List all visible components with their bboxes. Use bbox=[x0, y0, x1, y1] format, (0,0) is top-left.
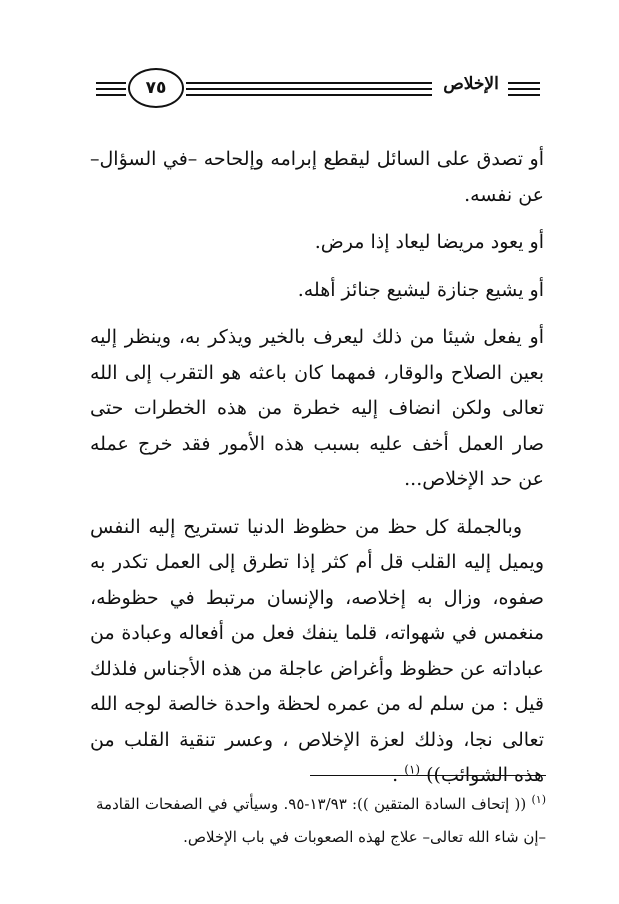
paragraph: أو يعود مريضا ليعاد إذا مرض. bbox=[314, 231, 544, 253]
header-rule bbox=[96, 82, 126, 84]
header-rule bbox=[186, 88, 432, 90]
page-header bbox=[96, 68, 540, 112]
header-rule bbox=[508, 94, 540, 96]
running-title: الإخلاص bbox=[443, 74, 499, 94]
header-rule bbox=[508, 88, 540, 90]
header-rule bbox=[186, 94, 432, 96]
paragraph-with-footnote bbox=[90, 510, 544, 794]
main-text bbox=[90, 142, 544, 794]
header-rule bbox=[96, 94, 126, 96]
header-rule bbox=[508, 82, 540, 84]
paragraph: أو تصدق على السائل ليقطع إبرامه وإلحاحه –في السؤال– عن نفسه. bbox=[90, 148, 544, 206]
paragraph: أو يشيع جنازة ليشيع جنائز أهله. bbox=[297, 278, 544, 301]
footnote-separator bbox=[310, 775, 546, 776]
footnote-marker: (١) bbox=[531, 793, 546, 806]
footnote-text: (( إتحاف السادة المتقين )): ١٣/٩٣-٩٥. وسيأتي في الصفحات القادمة –إن شاء الله تعالى– علاج لهذه الصعوبات في باب الإخلاص. bbox=[96, 795, 546, 846]
header-rule bbox=[96, 88, 126, 90]
footnote bbox=[96, 788, 546, 854]
header-rule bbox=[186, 82, 432, 84]
footnote-reference[interactable]: (١) bbox=[404, 762, 421, 777]
paragraph: أو يفعل شيئا من ذلك ليعرف بالخير ويذكر به، وينظر إليه بعين الصلاح والوقار، فمهما كان باعثه هو التقرب إلى الله تعالى ولكن انضاف إليه خطرة من هذه الخطرات حتى صار العمل أخف عليه بسبب هذه الأمور فقد خرج عمله عن حد الإخلاص... bbox=[90, 326, 544, 490]
closing-period: . bbox=[392, 764, 399, 786]
paragraph-text: وبالجملة كل حظ من حظوظ الدنيا تستريح إليه النفس ويميل إليه القلب قل أم كثر إذا تطرق إلى العمل تكدر به صفوه، وزال به إخلاصه، والإنسان مرتبط في حظوظه، منغمس في شهواته، قلما ينفك فعل من أفعاله وعبادة من عباداته عن حظوظ وأغراض عاجلة من هذه الأجناس فلذلك قيل : من سلم له من عمره لحظة واحدة خالصة لوجه الله تعالى نجا، وذلك لعزة الإخلاص ، وعسر تنقية القلب من هذه الشوائب)) bbox=[90, 515, 544, 786]
page-number: ٧٥ bbox=[128, 68, 184, 108]
